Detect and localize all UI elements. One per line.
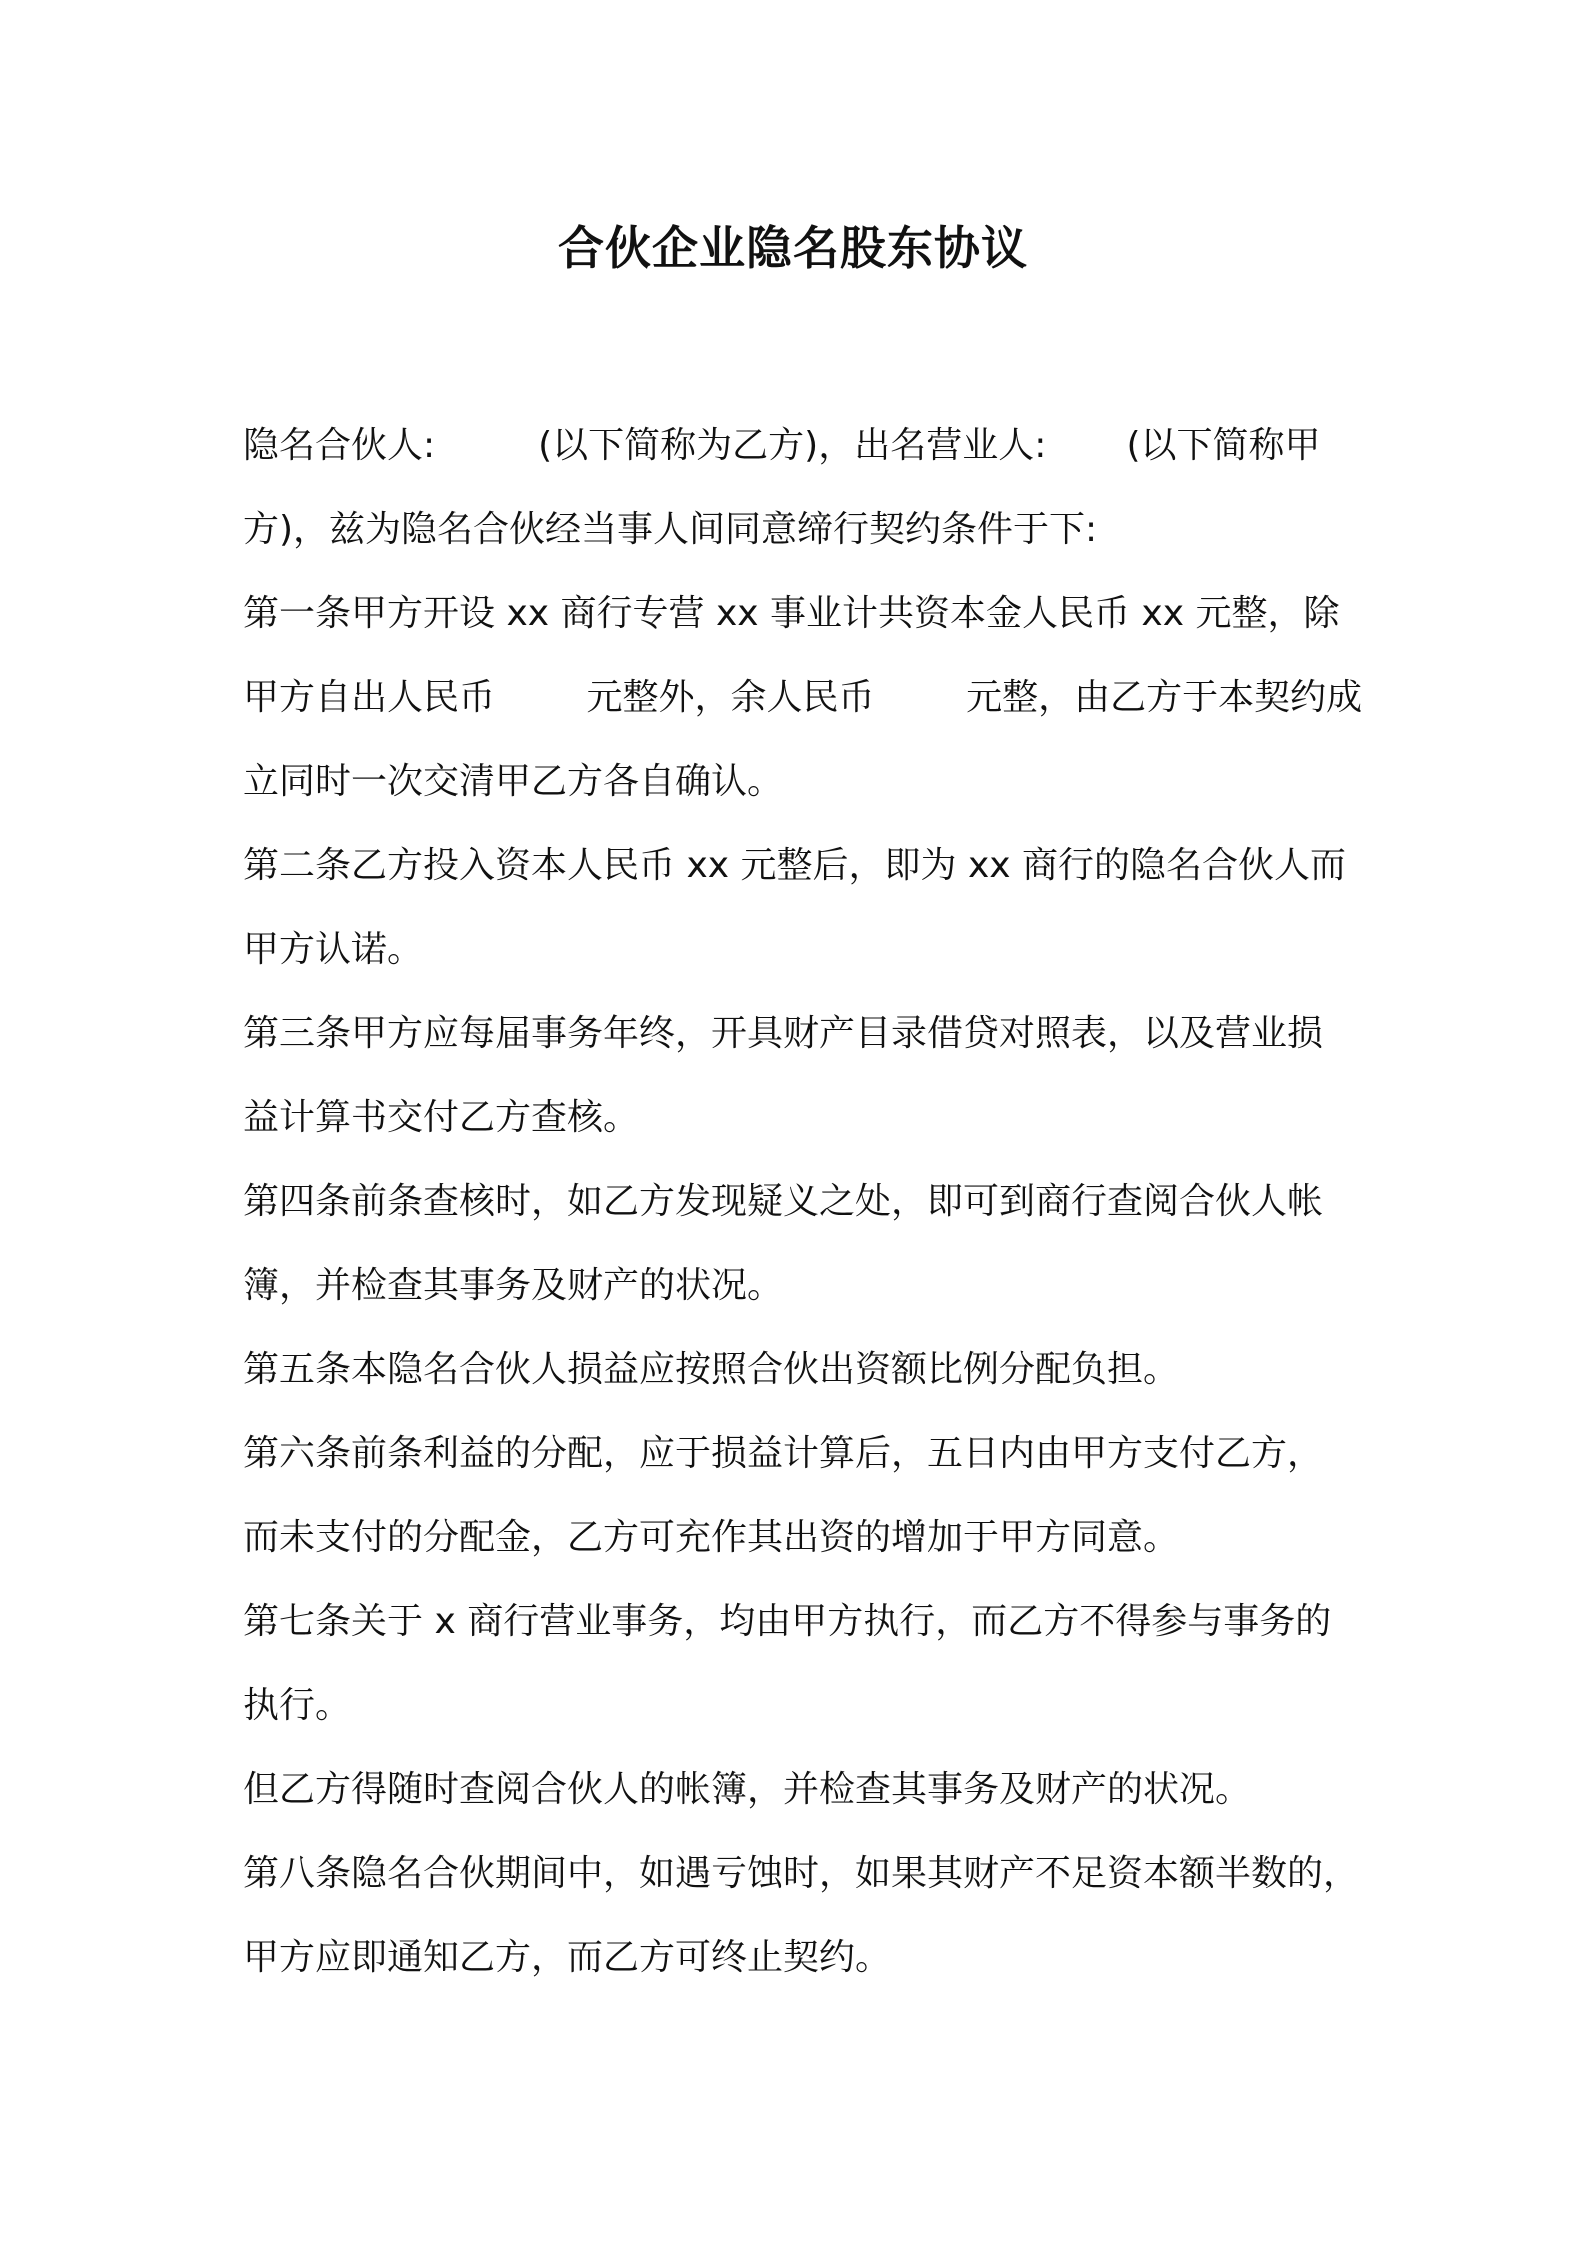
body-line: 甲方认诺。: [243, 929, 424, 970]
body-line: 而未支付的分配金，乙方可充作其出资的增加于甲方同意。: [243, 1517, 1180, 1558]
body-line: 第七条关于 x 商行营业事务，均由甲方执行，而乙方不得参与事务的: [243, 1601, 1332, 1642]
body-line: 第四条前条查核时，如乙方发现疑义之处，即可到商行查阅合伙人帐: [243, 1181, 1324, 1222]
body-line: 益计算书交付乙方查核。: [243, 1097, 640, 1138]
body-line: 第一条甲方开设 xx 商行专营 xx 事业计共资本金人民币 xx 元整，除: [243, 593, 1340, 634]
document-body: [243, 404, 1363, 2000]
body-line: 立同时一次交清甲乙方各自确认。: [243, 761, 784, 802]
body-line: 但乙方得随时查阅合伙人的帐簿，并检查其事务及财产的状况。: [243, 1769, 1252, 1810]
body-line: 隐名合伙人: (以下简称为乙方)，出名营业人: (以下简称甲: [243, 425, 1321, 466]
body-line: 第三条甲方应每届事务年终，开具财产目录借贷对照表，以及营业损: [243, 1013, 1324, 1054]
body-line: 甲方应即通知乙方，而乙方可终止契约。: [243, 1937, 892, 1978]
body-line: 簿，并检查其事务及财产的状况。: [243, 1265, 784, 1306]
body-line: 执行。: [243, 1685, 352, 1726]
body-line: 方)，兹为隐名合伙经当事人间同意缔行契约条件于下:: [243, 509, 1098, 550]
body-line: 第八条隐名合伙期间中，如遇亏蚀时，如果其财产不足资本额半数的，: [243, 1853, 1360, 1894]
body-line: 第五条本隐名合伙人损益应按照合伙出资额比例分配负担。: [243, 1349, 1180, 1390]
document-title: 合伙企业隐名股东协议: [558, 221, 1028, 275]
body-line: 第二条乙方投入资本人民币 xx 元整后，即为 xx 商行的隐名合伙人而: [243, 845, 1346, 886]
body-line: 第六条前条利益的分配，应于损益计算后，五日内由甲方支付乙方，: [243, 1433, 1324, 1474]
body-line: 甲方自出人民币 元整外，余人民币 元整，由乙方于本契约成: [243, 677, 1363, 718]
